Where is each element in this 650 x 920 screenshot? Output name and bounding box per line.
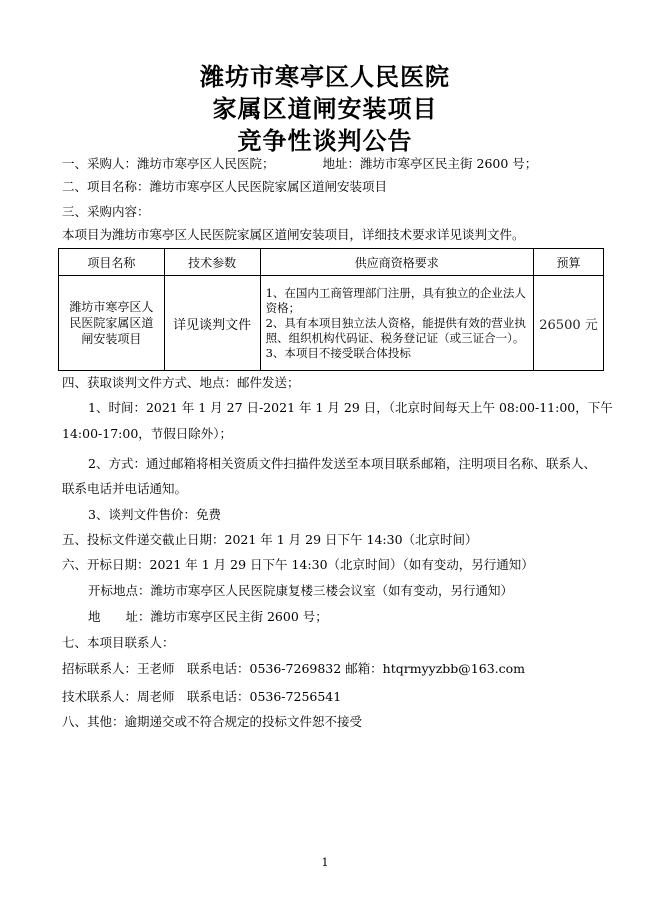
section-1 xyxy=(62,156,537,172)
s4-time-line-1: 1、时间：2021 年 1 月 27 日-2021 年 1 月 29 日，（北京时间每天上午 08:00-11:00，下午 xyxy=(88,400,613,415)
requirement-item: 1、在国内工商管理部门注册，具有独立的企业法人资格； xyxy=(265,285,526,315)
requirements-table xyxy=(58,248,604,371)
cell-project-name: 潍坊市寒亭区人民医院家属区道闸安装项目 xyxy=(59,276,165,371)
contact-bidding: 招标联系人：王老师 联系电话：0536-7269832 邮箱：htqrmyyzbb@163.com xyxy=(62,661,526,676)
table-row xyxy=(59,276,604,371)
s4-time-line-2: 14:00-17:00，节假日除外）； xyxy=(62,426,233,441)
doc-title-line-3: 竞争性谈判公告 xyxy=(237,127,413,155)
cell-supplier-req xyxy=(260,276,533,371)
table-header-row xyxy=(59,249,604,276)
s4-price: 3、谈判文件售价：免费 xyxy=(88,507,221,522)
cell-budget: 26500 元 xyxy=(534,276,604,371)
buyer-address: 地址：潍坊市寒亭区民主街 2600 号； xyxy=(322,156,538,171)
section-8: 八、其他：逾期递交或不符合规定的投标文件恕不接受 xyxy=(62,714,363,729)
section-3: 三、采购内容： xyxy=(62,204,150,219)
cell-tech-params: 详见谈判文件 xyxy=(164,276,260,371)
section-5: 五、投标文件递交截止日期：2021 年 1 月 29 日下午 14:30（北京时间） xyxy=(62,532,478,547)
header-supplier-req: 供应商资格要求 xyxy=(260,249,533,276)
buyer-text: 一、采购人：潍坊市寒亭区人民医院； xyxy=(62,156,275,171)
s4-method-line-2: 联系电话并电话通知。 xyxy=(62,481,188,496)
section-4: 四、获取谈判文件方式、地点：邮件发送； xyxy=(62,375,300,390)
s6-place: 开标地点：潍坊市寒亭区人民医院康复楼三楼会议室（如有变动，另行通知） xyxy=(88,583,514,598)
section-2: 二、项目名称：潍坊市寒亭区人民医院家属区道闸安装项目 xyxy=(62,179,388,194)
page-number: 1 xyxy=(321,856,329,869)
doc-title-line-2: 家属区道闸安装项目 xyxy=(212,95,438,123)
requirement-item: 3、本项目不接受联合体投标 xyxy=(265,345,411,360)
contact-technical: 技术联系人：周老师 联系电话：0536-7256541 xyxy=(62,689,342,704)
section-6: 六、开标日期：2021 年 1 月 29 日下午 14:30（北京时间）（如有变动，另行通知） xyxy=(62,557,534,572)
header-budget: 预算 xyxy=(534,249,604,276)
s4-method-line-1: 2、方式：通过邮箱将相关资质文件扫描件发送至本项目联系邮箱，注明项目名称、联系人、 xyxy=(88,456,596,471)
s6-address: 地 址：潍坊市寒亭区民主街 2600 号； xyxy=(88,609,328,624)
intro-paragraph: 本项目为潍坊市寒亭区人民医院家属区道闸安装项目，详细技术要求详见谈判文件。 xyxy=(62,227,525,242)
doc-title-line-1: 潍坊市寒亭区人民医院 xyxy=(200,63,450,91)
header-project-name: 项目名称 xyxy=(59,249,165,276)
section-7: 七、本项目联系人： xyxy=(62,635,175,650)
requirement-item: 2、具有本项目独立法人资格，能提供有效的营业执照、组织机构代码证、税务登记证（或三证合一）。 xyxy=(265,315,526,345)
header-tech-params: 技术参数 xyxy=(164,249,260,276)
